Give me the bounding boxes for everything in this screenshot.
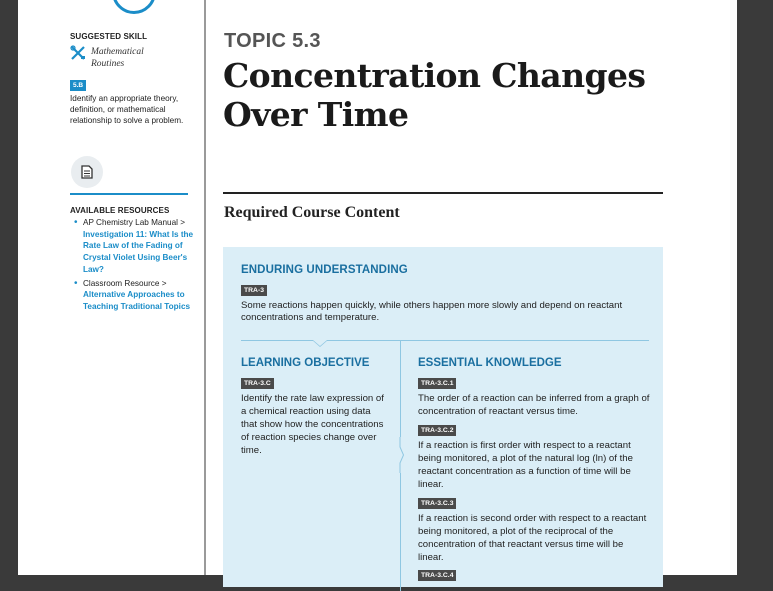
document-icon [71, 156, 103, 188]
skill-name: Mathematical Routines [91, 47, 144, 69]
lo-tag: TRA-3.C [241, 378, 274, 389]
unit-circle-icon [112, 0, 156, 14]
suggested-skill-label: SUGGESTED SKILL [70, 32, 148, 41]
skill-code-badge: 5.B [70, 80, 86, 91]
learning-objective-text: Identify the rate law expression of a chemical reaction using data that show how the concentrations of reaction species change over time. [241, 393, 384, 456]
ek-text: If a reaction is second order with respect to a reactant being monitored, a plot of the reciprocal of the concentration of that reactant versus time will be linear. [418, 513, 647, 563]
list-item [83, 217, 201, 276]
viewer-background-left [0, 0, 18, 575]
resource-prefix: Classroom Resource > [83, 278, 167, 288]
resource-link[interactable]: Investigation 11: What Is the Rate Law of the Fading of Crystal Violet Using Beer's Law? [83, 229, 194, 274]
resource-link[interactable]: Alternative Approaches to Teaching Traditional Topics [83, 290, 191, 311]
section-divider [241, 340, 649, 341]
learning-objective-heading: LEARNING OBJECTIVE [241, 357, 370, 369]
sidebar-divider [204, 0, 206, 575]
available-resources-label: AVAILABLE RESOURCES [70, 206, 170, 215]
enduring-understanding-heading: ENDURING UNDERSTANDING [241, 264, 408, 276]
ek-text: If a reaction is first order with respect to a reactant being monitored, a plot of the natural log (ln) of the reactant concentration as a function of time will be linear. [418, 440, 633, 490]
sidebar-rule [70, 193, 188, 195]
ek-text: The order of a reaction can be inferred from a graph of concentration of reactant versus time. [418, 393, 650, 417]
resource-prefix: AP Chemistry Lab Manual > [83, 218, 186, 227]
section-heading: Required Course Content [224, 204, 400, 221]
enduring-understanding-text: Some reactions happen quickly, while others happen more slowly and depend on reactant concentrations and temperature. [241, 300, 623, 324]
ek-tag: TRA-3.C.1 [418, 378, 456, 389]
list-item [83, 278, 201, 313]
essential-knowledge-heading: ESSENTIAL KNOWLEDGE [418, 357, 562, 369]
skill-description: Identify an appropriate theory, definition, or mathematical relationship to solve a problem. [70, 94, 184, 125]
tools-icon [70, 46, 86, 60]
viewer-background-right [737, 0, 773, 575]
page-title: Concentration Changes Over Time [223, 56, 646, 134]
eu-tag: TRA-3 [241, 285, 267, 296]
resources-list [74, 217, 201, 315]
ek-tag: TRA-3.C.2 [418, 425, 456, 436]
topic-number: TOPIC 5.3 [224, 30, 321, 52]
ek-tag: TRA-3.C.4 [418, 570, 456, 581]
skill-row [70, 46, 171, 70]
ek-tag: TRA-3.C.3 [418, 498, 456, 509]
chevron-right-icon [396, 437, 404, 473]
course-content-panel [223, 247, 663, 587]
title-rule [223, 192, 663, 194]
document-page [18, 0, 737, 579]
